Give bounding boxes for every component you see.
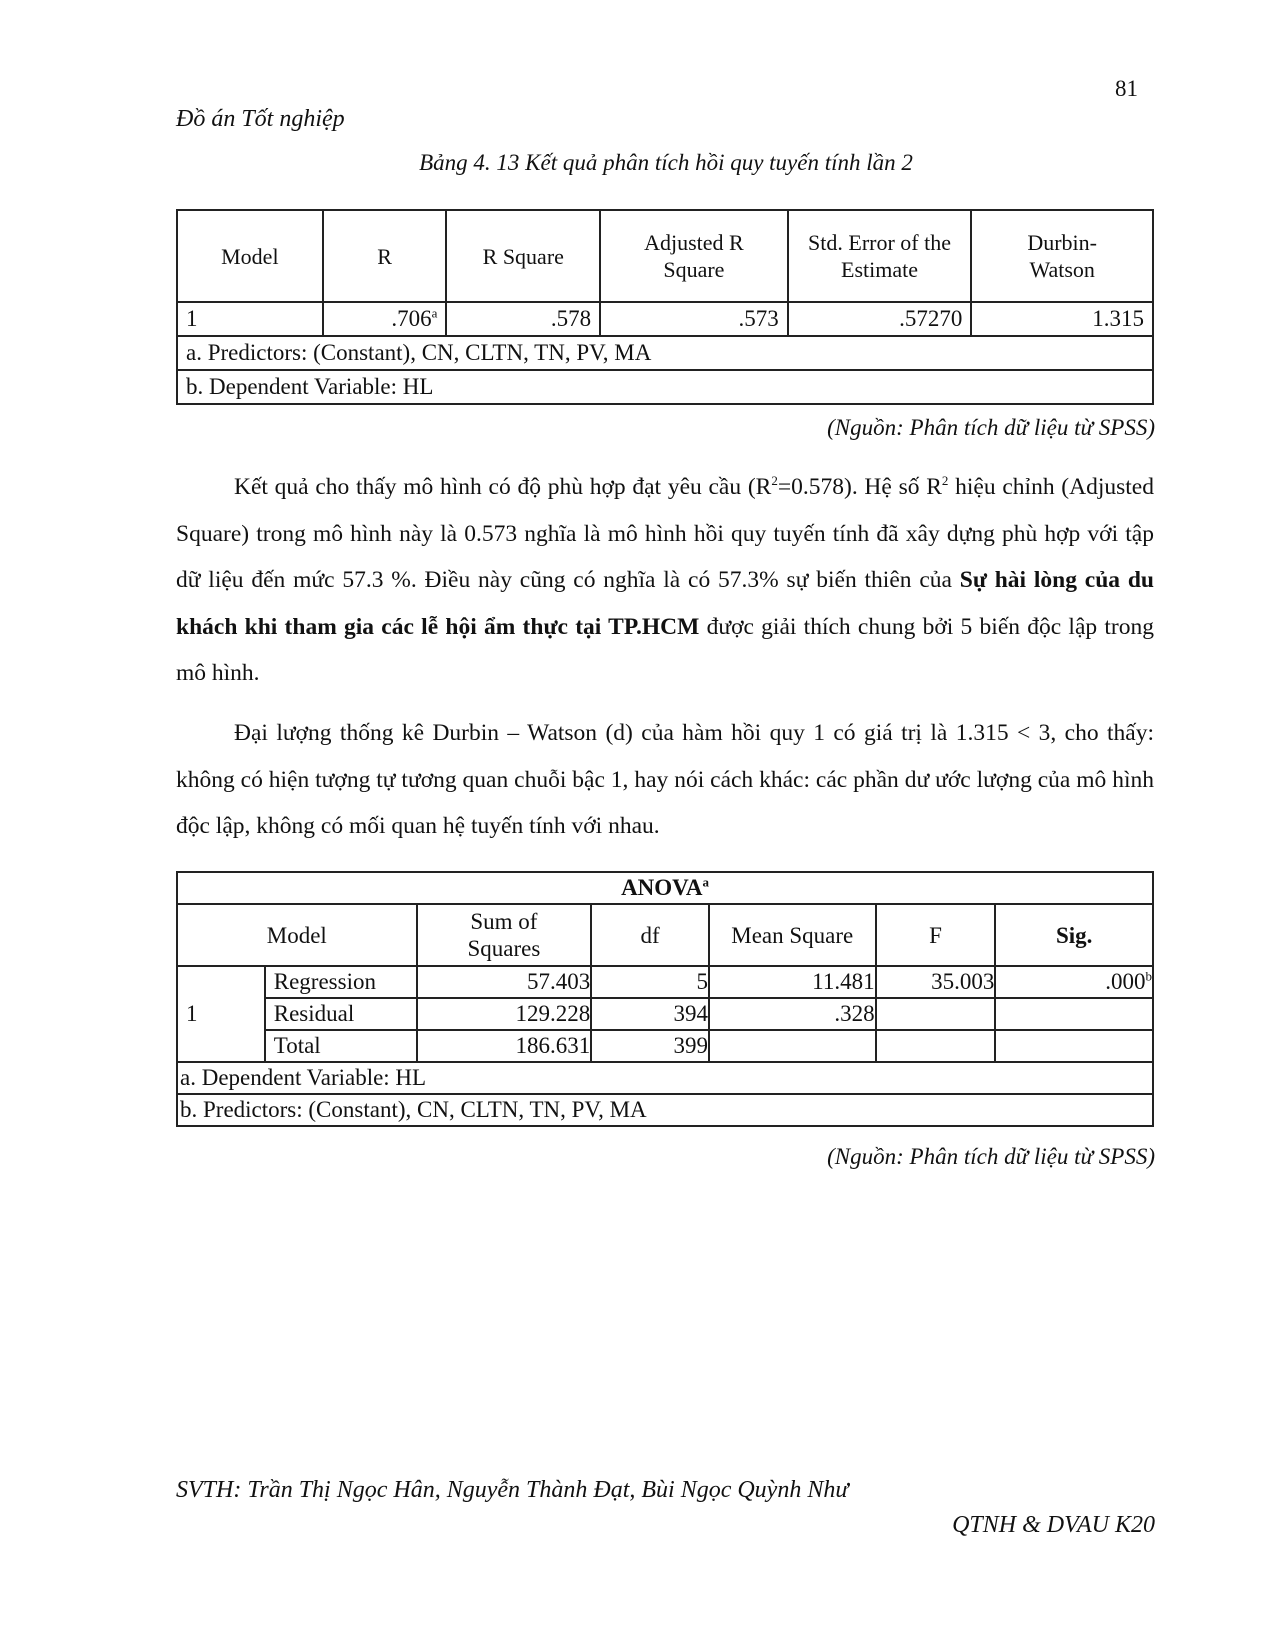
paragraph-r-square: Kết quả cho thấy mô hình có độ phù hợp đạt yêu cầu $(R^2=0.578)$. Hệ số $R^2$ hiệu chỉnh (Adjusted Square) trong mô hình này là 0.573 nghĩa là mô hình hồi quy tuyến tính đã xây dựng phù hợp với tập dữ liệu đến mức 57.3 %. Điều này cũng có nghĩa là có 57.3% sự biến thiên của Sự hài lòng của du khách khi tham gia các lễ hội ẩm thực tại TP.HCM được giải thích chung bởi 5 biến độc lập trong mô hình. bbox=[176, 473, 1155, 686]
anova-cell-df: 399 bbox=[591, 1030, 709, 1062]
anova-header-mean-square: Mean Square bbox=[709, 904, 876, 966]
paragraph-durbin-watson: Đại lượng thống kê Durbin – Watson (d) của hàm hồi quy 1 có giá trị là 1.315 < 3, cho thấy: không có hiện tượng tự tương quan chuỗi bậc 1, hay nói cách khác: các phần dư ước lượng của mô hình độc lập, không có mối quan hệ tuyến tính với nhau. bbox=[176, 720, 1154, 839]
header-adjusted-r-square: Adjusted R Square bbox=[600, 210, 788, 302]
anova-cell-ss: 129.228 bbox=[417, 998, 592, 1030]
anova-note-a: a. Dependent Variable: HL bbox=[177, 1062, 1153, 1094]
anova-header-f: F bbox=[876, 904, 996, 966]
anova-header-row bbox=[177, 904, 1153, 966]
page-number: 81 bbox=[1115, 76, 1138, 101]
header-r-square: R Square bbox=[446, 210, 600, 302]
anova-title: ANOVA$^a$ bbox=[177, 872, 1153, 904]
anova-row-name: Residual bbox=[265, 998, 417, 1030]
anova-model-label: 1 bbox=[177, 966, 265, 1062]
cell-std-error: .57270 bbox=[788, 302, 972, 336]
table-note-a: a. Predictors: (Constant), CN, CLTN, TN, PV, MA bbox=[177, 336, 1153, 370]
anova-cell-f bbox=[876, 1030, 996, 1062]
anova-cell-df: 394 bbox=[591, 998, 709, 1030]
table-note-b: b. Dependent Variable: HL bbox=[177, 370, 1153, 404]
anova-row-residual bbox=[177, 998, 1153, 1030]
anova-cell-ms: 11.481 bbox=[709, 966, 876, 998]
anova-cell-f bbox=[876, 998, 996, 1030]
table-caption: Bảng 4. 13 Kết quả phân tích hồi quy tuyến tính lần 2 bbox=[419, 150, 913, 175]
anova-cell-sig: .000$^b$ bbox=[995, 966, 1153, 998]
header-durbin-watson: Durbin- Watson bbox=[971, 210, 1153, 302]
anova-cell-sig bbox=[995, 1030, 1153, 1062]
header-r: R bbox=[323, 210, 447, 302]
cell-model: 1 bbox=[177, 302, 323, 336]
anova-cell-ms bbox=[709, 1030, 876, 1062]
cell-adjusted-r-square: .573 bbox=[600, 302, 788, 336]
anova-header-sig: Sig. bbox=[995, 904, 1153, 966]
source-note: (Nguồn: Phân tích dữ liệu từ SPSS) bbox=[827, 415, 1155, 440]
cell-r-square: .578 bbox=[446, 302, 600, 336]
cell-durbin-watson: 1.315 bbox=[971, 302, 1153, 336]
anova-note-b: b. Predictors: (Constant), CN, CLTN, TN, PV, MA bbox=[177, 1094, 1153, 1126]
anova-cell-f: 35.003 bbox=[876, 966, 996, 998]
header-title: Đồ án Tốt nghiệp bbox=[176, 106, 345, 132]
anova-table bbox=[176, 871, 1154, 1127]
anova-header-model: Model bbox=[177, 904, 417, 966]
anova-row-name: Total bbox=[265, 1030, 417, 1062]
anova-cell-ss: 57.403 bbox=[417, 966, 592, 998]
table-header-row bbox=[177, 210, 1153, 302]
footer-authors: SVTH: Trần Thị Ngọc Hân, Nguyễn Thành Đạt, Bùi Ngọc Quỳnh Như bbox=[176, 1477, 849, 1503]
anova-cell-ms: .328 bbox=[709, 998, 876, 1030]
anova-cell-sig bbox=[995, 998, 1153, 1030]
header-std-error: Std. Error of the Estimate bbox=[788, 210, 972, 302]
footer-class: QTNH & DVAU K20 bbox=[952, 1512, 1155, 1538]
anova-header-sum-of-squares: Sum of Squares bbox=[417, 904, 592, 966]
anova-cell-ss: 186.631 bbox=[417, 1030, 592, 1062]
source-note-anova: (Nguồn: Phân tích dữ liệu từ SPSS) bbox=[827, 1144, 1155, 1169]
anova-row-total bbox=[177, 1030, 1153, 1062]
table-row bbox=[177, 302, 1153, 336]
anova-row-regression bbox=[177, 966, 1153, 998]
regression-summary-table bbox=[176, 209, 1154, 405]
anova-cell-df: 5 bbox=[591, 966, 709, 998]
cell-r: .706$^a$ bbox=[323, 302, 447, 336]
anova-header-df: df bbox=[591, 904, 709, 966]
header-model: Model bbox=[177, 210, 323, 302]
anova-row-name: Regression bbox=[265, 966, 417, 998]
